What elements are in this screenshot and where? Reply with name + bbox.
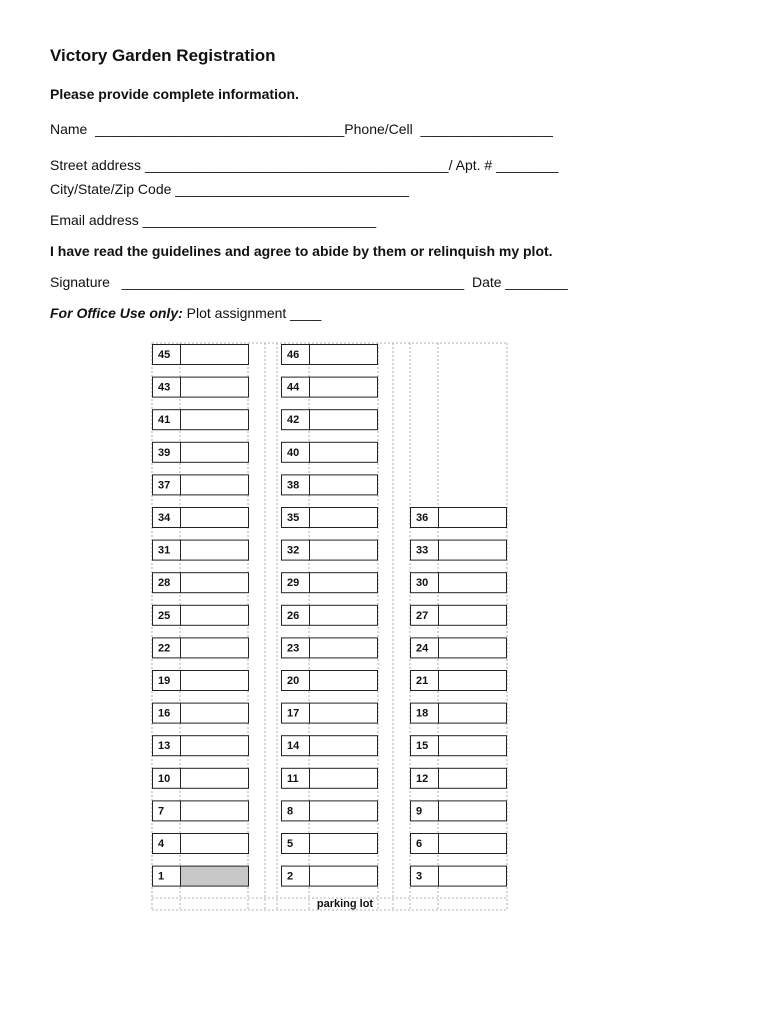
plot-cell xyxy=(439,768,507,788)
plot-assignment-field[interactable]: Plot assignment ____ xyxy=(182,305,322,321)
plot-number-cell xyxy=(153,834,181,854)
plot-cell xyxy=(310,410,378,430)
plot-number: 38 xyxy=(287,479,300,492)
plot-number: 42 xyxy=(287,414,300,427)
plot-cell xyxy=(310,442,378,462)
plot-number: 25 xyxy=(158,609,171,622)
plot-cell xyxy=(439,866,507,886)
street-address-field[interactable]: Street address _______________________________________/ Apt. # ________ xyxy=(50,157,559,173)
plot-cell xyxy=(181,834,249,854)
plot-cell xyxy=(181,540,249,560)
plot-number: 44 xyxy=(287,381,300,394)
plot-number: 7 xyxy=(158,805,165,818)
plot-cell xyxy=(181,442,249,462)
plot-number-cell xyxy=(411,801,439,821)
plot-number-cell xyxy=(153,866,181,886)
plot-number: 13 xyxy=(158,740,171,753)
plot-cell xyxy=(439,703,507,723)
plot-number: 16 xyxy=(158,707,171,720)
city-state-zip-field[interactable]: City/State/Zip Code ______________________________ xyxy=(50,181,409,197)
plot-number: 4 xyxy=(158,838,165,850)
plot-number: 19 xyxy=(158,675,171,687)
plot-number: 36 xyxy=(416,512,429,524)
plot-number: 1 xyxy=(158,870,165,883)
plot-cell xyxy=(181,508,249,528)
plot-cell xyxy=(181,671,249,691)
plot-number: 43 xyxy=(158,381,171,394)
plot-cell-shaded xyxy=(181,866,249,886)
plot-cell xyxy=(181,345,249,365)
plot-cell xyxy=(310,801,378,821)
form-title: Victory Garden Registration xyxy=(50,46,276,65)
plot-number: 46 xyxy=(287,349,300,361)
plot-cell xyxy=(310,508,378,528)
plot-number: 28 xyxy=(158,577,171,590)
plot-number: 34 xyxy=(158,512,171,524)
name-phone-field[interactable]: Name ________________________________Phone/Cell _________________ xyxy=(50,121,553,137)
plot-cell xyxy=(310,638,378,658)
plot-number: 6 xyxy=(416,838,423,850)
plot-cell xyxy=(310,540,378,560)
plot-cell xyxy=(181,638,249,658)
plot-cell xyxy=(310,768,378,788)
plot-cell xyxy=(310,866,378,886)
plot-number-cell xyxy=(282,801,310,821)
plot-cell xyxy=(181,410,249,430)
plot-number: 2 xyxy=(287,870,294,883)
plot-cell xyxy=(310,377,378,397)
plot-number: 35 xyxy=(287,512,300,524)
plot-cell xyxy=(310,671,378,691)
plot-cell xyxy=(439,736,507,756)
plot-cell xyxy=(310,703,378,723)
plot-number: 17 xyxy=(287,707,300,720)
plot-cell xyxy=(310,834,378,854)
plot-cell xyxy=(181,768,249,788)
plot-number: 3 xyxy=(416,870,423,883)
plot-number: 10 xyxy=(158,772,171,785)
plot-number: 24 xyxy=(416,642,429,655)
plot-cell xyxy=(310,573,378,593)
email-field[interactable]: Email address ______________________________ xyxy=(50,212,377,228)
plot-number: 22 xyxy=(158,642,171,655)
plot-number: 11 xyxy=(287,772,299,785)
plot-cell xyxy=(310,475,378,495)
plot-cell xyxy=(181,736,249,756)
plot-cell xyxy=(310,345,378,365)
plot-number: 37 xyxy=(158,479,171,492)
plot-number: 23 xyxy=(287,642,300,655)
plot-number: 5 xyxy=(287,838,294,850)
plot-cell xyxy=(181,377,249,397)
plot-number: 32 xyxy=(287,544,300,557)
plot-cell xyxy=(181,573,249,593)
plot-number: 8 xyxy=(287,805,294,818)
plot-number: 9 xyxy=(416,805,423,818)
plot-number: 33 xyxy=(416,544,429,557)
plot-number: 40 xyxy=(287,446,300,459)
plot-number: 31 xyxy=(158,544,171,557)
plot-cell xyxy=(439,801,507,821)
plot-number: 30 xyxy=(416,577,429,590)
plot-cell xyxy=(439,671,507,691)
plot-cell xyxy=(439,573,507,593)
plot-number-cell xyxy=(411,866,439,886)
parking-lot-label: parking lot xyxy=(316,898,374,910)
plot-number: 20 xyxy=(287,675,300,687)
plot-number: 39 xyxy=(158,446,171,459)
plot-cell xyxy=(439,638,507,658)
plot-cell xyxy=(181,801,249,821)
plot-number: 12 xyxy=(416,772,429,785)
plot-cell xyxy=(439,834,507,854)
plot-number: 41 xyxy=(158,414,171,427)
office-use-label: For Office Use only: xyxy=(50,305,183,321)
plot-cell xyxy=(181,605,249,625)
form-instructions: Please provide complete information. xyxy=(50,86,299,102)
plot-number: 26 xyxy=(287,609,300,622)
signature-date-field[interactable]: Signature ____________________________________________ Date ________ xyxy=(50,274,568,290)
agreement-text: I have read the guidelines and agree to abide by them or relinquish my plot. xyxy=(50,243,553,259)
plot-number-cell xyxy=(153,801,181,821)
plot-number: 14 xyxy=(287,740,300,753)
plot-number: 27 xyxy=(416,609,429,622)
plot-number: 45 xyxy=(158,349,171,361)
plot-number: 29 xyxy=(287,577,300,590)
plot-number: 15 xyxy=(416,740,429,753)
plot-number: 18 xyxy=(416,707,429,720)
plot-cell xyxy=(181,475,249,495)
plot-cell xyxy=(439,540,507,560)
plot-cell xyxy=(181,703,249,723)
plot-cell xyxy=(439,605,507,625)
plot-cell xyxy=(310,605,378,625)
plot-number-cell xyxy=(282,866,310,886)
plot-cell xyxy=(439,508,507,528)
plot-number: 21 xyxy=(416,675,429,687)
plot-number-cell xyxy=(282,834,310,854)
plot-cell xyxy=(310,736,378,756)
plot-number-cell xyxy=(411,834,439,854)
